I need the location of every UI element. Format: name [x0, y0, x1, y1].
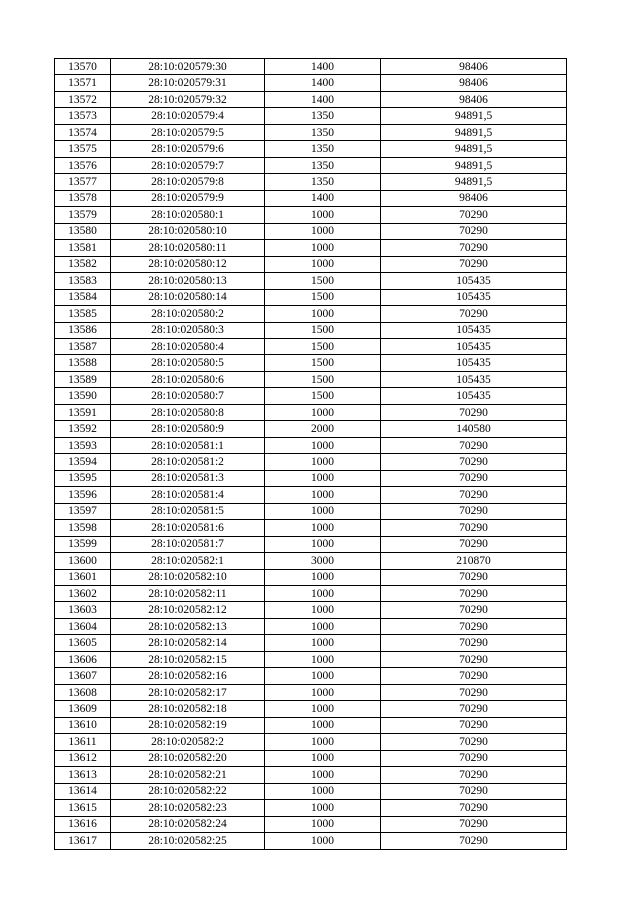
cadastral-number-cell: 28:10:020579:32 [111, 91, 265, 107]
cadastral-number-cell: 28:10:020579:6 [111, 141, 265, 157]
table-row [55, 355, 567, 371]
row-number-cell: 13579 [55, 207, 111, 223]
value-cell: 105435 [381, 289, 567, 305]
table-row [55, 190, 567, 206]
value-cell: 70290 [381, 701, 567, 717]
cadastral-number-cell: 28:10:020579:30 [111, 59, 265, 75]
value-cell: 70290 [381, 767, 567, 783]
area-cell: 1400 [265, 59, 381, 75]
row-number-cell: 13575 [55, 141, 111, 157]
area-cell: 1000 [265, 536, 381, 552]
table-row [55, 124, 567, 140]
value-cell: 94891,5 [381, 174, 567, 190]
area-cell: 1000 [265, 404, 381, 420]
value-cell: 105435 [381, 273, 567, 289]
row-number-cell: 13610 [55, 717, 111, 733]
cadastral-number-cell: 28:10:020579:7 [111, 157, 265, 173]
value-cell: 140580 [381, 421, 567, 437]
area-cell: 1500 [265, 338, 381, 354]
table-row [55, 289, 567, 305]
row-number-cell: 13587 [55, 338, 111, 354]
table-row [55, 833, 567, 849]
row-number-cell: 13615 [55, 800, 111, 816]
cadastral-number-cell: 28:10:020582:2 [111, 734, 265, 750]
area-cell: 1500 [265, 388, 381, 404]
table-row [55, 520, 567, 536]
cadastral-number-cell: 28:10:020580:11 [111, 240, 265, 256]
row-number-cell: 13607 [55, 668, 111, 684]
area-cell: 1000 [265, 602, 381, 618]
value-cell: 70290 [381, 651, 567, 667]
value-cell: 94891,5 [381, 124, 567, 140]
area-cell: 1350 [265, 174, 381, 190]
row-number-cell: 13583 [55, 273, 111, 289]
value-cell: 105435 [381, 371, 567, 387]
area-cell: 1000 [265, 586, 381, 602]
cadastral-number-cell: 28:10:020582:17 [111, 684, 265, 700]
table-row [55, 668, 567, 684]
value-cell: 70290 [381, 569, 567, 585]
value-cell: 210870 [381, 553, 567, 569]
row-number-cell: 13585 [55, 306, 111, 322]
value-cell: 70290 [381, 240, 567, 256]
cadastral-number-cell: 28:10:020580:6 [111, 371, 265, 387]
table-row [55, 256, 567, 272]
area-cell: 1000 [265, 520, 381, 536]
value-cell: 70290 [381, 520, 567, 536]
table-row [55, 223, 567, 239]
value-cell: 70290 [381, 684, 567, 700]
row-number-cell: 13616 [55, 816, 111, 832]
row-number-cell: 13598 [55, 520, 111, 536]
row-number-cell: 13617 [55, 833, 111, 849]
value-cell: 70290 [381, 717, 567, 733]
value-cell: 70290 [381, 734, 567, 750]
row-number-cell: 13613 [55, 767, 111, 783]
row-number-cell: 13577 [55, 174, 111, 190]
row-number-cell: 13604 [55, 618, 111, 634]
row-number-cell: 13573 [55, 108, 111, 124]
value-cell: 70290 [381, 800, 567, 816]
cadastral-number-cell: 28:10:020582:11 [111, 586, 265, 602]
row-number-cell: 13599 [55, 536, 111, 552]
row-number-cell: 13611 [55, 734, 111, 750]
table-row [55, 651, 567, 667]
cadastral-number-cell: 28:10:020580:13 [111, 273, 265, 289]
table-row [55, 717, 567, 733]
row-number-cell: 13596 [55, 487, 111, 503]
cadastral-number-cell: 28:10:020580:1 [111, 207, 265, 223]
area-cell: 1000 [265, 816, 381, 832]
table-row [55, 586, 567, 602]
value-cell: 70290 [381, 454, 567, 470]
value-cell: 94891,5 [381, 157, 567, 173]
value-cell: 70290 [381, 487, 567, 503]
cadastral-number-cell: 28:10:020581:3 [111, 470, 265, 486]
table-row [55, 503, 567, 519]
area-cell: 1000 [265, 635, 381, 651]
cadastral-number-cell: 28:10:020582:19 [111, 717, 265, 733]
cadastral-number-cell: 28:10:020582:14 [111, 635, 265, 651]
table-row [55, 174, 567, 190]
cadastral-number-cell: 28:10:020582:22 [111, 783, 265, 799]
table-row [55, 701, 567, 717]
cadastral-number-cell: 28:10:020580:3 [111, 322, 265, 338]
area-cell: 1500 [265, 289, 381, 305]
area-cell: 1350 [265, 124, 381, 140]
value-cell: 70290 [381, 256, 567, 272]
row-number-cell: 13602 [55, 586, 111, 602]
row-number-cell: 13608 [55, 684, 111, 700]
table-row [55, 800, 567, 816]
table-row [55, 108, 567, 124]
area-cell: 2000 [265, 421, 381, 437]
area-cell: 1350 [265, 108, 381, 124]
row-number-cell: 13614 [55, 783, 111, 799]
table-row [55, 157, 567, 173]
table-body [55, 59, 567, 850]
value-cell: 70290 [381, 470, 567, 486]
table-row [55, 783, 567, 799]
area-cell: 1000 [265, 437, 381, 453]
area-cell: 1000 [265, 701, 381, 717]
cadastral-number-cell: 28:10:020580:14 [111, 289, 265, 305]
row-number-cell: 13597 [55, 503, 111, 519]
row-number-cell: 13574 [55, 124, 111, 140]
value-cell: 98406 [381, 91, 567, 107]
area-cell: 1000 [265, 487, 381, 503]
area-cell: 1350 [265, 141, 381, 157]
value-cell: 70290 [381, 816, 567, 832]
cadastral-number-cell: 28:10:020582:18 [111, 701, 265, 717]
table-row [55, 141, 567, 157]
table-row [55, 750, 567, 766]
value-cell: 70290 [381, 536, 567, 552]
area-cell: 1000 [265, 684, 381, 700]
table-row [55, 635, 567, 651]
row-number-cell: 13603 [55, 602, 111, 618]
row-number-cell: 13590 [55, 388, 111, 404]
cadastral-number-cell: 28:10:020581:6 [111, 520, 265, 536]
cadastral-number-cell: 28:10:020582:20 [111, 750, 265, 766]
value-cell: 70290 [381, 618, 567, 634]
row-number-cell: 13580 [55, 223, 111, 239]
row-number-cell: 13571 [55, 75, 111, 91]
cadastral-number-cell: 28:10:020580:2 [111, 306, 265, 322]
cadastral-number-cell: 28:10:020582:23 [111, 800, 265, 816]
value-cell: 94891,5 [381, 141, 567, 157]
table-row [55, 91, 567, 107]
value-cell: 70290 [381, 833, 567, 849]
row-number-cell: 13591 [55, 404, 111, 420]
value-cell: 105435 [381, 322, 567, 338]
cadastral-number-cell: 28:10:020582:13 [111, 618, 265, 634]
cadastral-number-cell: 28:10:020582:16 [111, 668, 265, 684]
cadastral-number-cell: 28:10:020582:21 [111, 767, 265, 783]
area-cell: 1500 [265, 355, 381, 371]
area-cell: 1000 [265, 618, 381, 634]
row-number-cell: 13588 [55, 355, 111, 371]
cadastral-number-cell: 28:10:020579:9 [111, 190, 265, 206]
value-cell: 70290 [381, 586, 567, 602]
cadastral-number-cell: 28:10:020582:24 [111, 816, 265, 832]
area-cell: 1000 [265, 750, 381, 766]
area-cell: 1000 [265, 306, 381, 322]
cadastral-number-cell: 28:10:020580:9 [111, 421, 265, 437]
cadastral-number-cell: 28:10:020581:4 [111, 487, 265, 503]
area-cell: 1000 [265, 240, 381, 256]
area-cell: 1000 [265, 767, 381, 783]
table-row [55, 240, 567, 256]
table-row [55, 470, 567, 486]
area-cell: 1000 [265, 569, 381, 585]
row-number-cell: 13612 [55, 750, 111, 766]
table-row [55, 767, 567, 783]
area-cell: 1000 [265, 256, 381, 272]
row-number-cell: 13606 [55, 651, 111, 667]
table-row [55, 421, 567, 437]
value-cell: 105435 [381, 355, 567, 371]
table-row [55, 816, 567, 832]
table-row [55, 75, 567, 91]
row-number-cell: 13578 [55, 190, 111, 206]
table-row [55, 734, 567, 750]
row-number-cell: 13572 [55, 91, 111, 107]
cadastral-number-cell: 28:10:020582:15 [111, 651, 265, 667]
cadastral-number-cell: 28:10:020580:8 [111, 404, 265, 420]
cadastral-number-cell: 28:10:020579:8 [111, 174, 265, 190]
row-number-cell: 13601 [55, 569, 111, 585]
cadastral-number-cell: 28:10:020580:4 [111, 338, 265, 354]
area-cell: 1000 [265, 717, 381, 733]
area-cell: 1500 [265, 322, 381, 338]
cadastral-number-cell: 28:10:020579:31 [111, 75, 265, 91]
row-number-cell: 13600 [55, 553, 111, 569]
table-row [55, 454, 567, 470]
table-row [55, 371, 567, 387]
value-cell: 70290 [381, 602, 567, 618]
table-row [55, 618, 567, 634]
row-number-cell: 13594 [55, 454, 111, 470]
table-row [55, 273, 567, 289]
area-cell: 1000 [265, 207, 381, 223]
table-row [55, 59, 567, 75]
value-cell: 98406 [381, 59, 567, 75]
value-cell: 70290 [381, 404, 567, 420]
area-cell: 1000 [265, 651, 381, 667]
row-number-cell: 13592 [55, 421, 111, 437]
value-cell: 98406 [381, 75, 567, 91]
value-cell: 105435 [381, 388, 567, 404]
row-number-cell: 13584 [55, 289, 111, 305]
cadastral-number-cell: 28:10:020582:10 [111, 569, 265, 585]
area-cell: 1000 [265, 470, 381, 486]
cadastral-number-cell: 28:10:020581:5 [111, 503, 265, 519]
value-cell: 70290 [381, 207, 567, 223]
row-number-cell: 13593 [55, 437, 111, 453]
table-row [55, 684, 567, 700]
table-row [55, 602, 567, 618]
area-cell: 1000 [265, 833, 381, 849]
table-row [55, 306, 567, 322]
table-row [55, 437, 567, 453]
row-number-cell: 13576 [55, 157, 111, 173]
value-cell: 70290 [381, 306, 567, 322]
row-number-cell: 13589 [55, 371, 111, 387]
value-cell: 70290 [381, 223, 567, 239]
cadastral-number-cell: 28:10:020582:1 [111, 553, 265, 569]
area-cell: 1350 [265, 157, 381, 173]
value-cell: 105435 [381, 338, 567, 354]
area-cell: 1000 [265, 454, 381, 470]
row-number-cell: 13581 [55, 240, 111, 256]
table-row [55, 569, 567, 585]
value-cell: 98406 [381, 190, 567, 206]
area-cell: 1000 [265, 800, 381, 816]
row-number-cell: 13605 [55, 635, 111, 651]
cadastral-number-cell: 28:10:020581:7 [111, 536, 265, 552]
row-number-cell: 13582 [55, 256, 111, 272]
value-cell: 70290 [381, 750, 567, 766]
area-cell: 1000 [265, 783, 381, 799]
cadastral-number-cell: 28:10:020579:4 [111, 108, 265, 124]
area-cell: 1500 [265, 273, 381, 289]
value-cell: 70290 [381, 437, 567, 453]
cadastral-number-cell: 28:10:020582:12 [111, 602, 265, 618]
area-cell: 1000 [265, 503, 381, 519]
cadastral-number-cell: 28:10:020579:5 [111, 124, 265, 140]
cadastral-number-cell: 28:10:020582:25 [111, 833, 265, 849]
cadastral-number-cell: 28:10:020580:7 [111, 388, 265, 404]
row-number-cell: 13570 [55, 59, 111, 75]
data-table [54, 58, 567, 850]
row-number-cell: 13586 [55, 322, 111, 338]
area-cell: 1000 [265, 668, 381, 684]
row-number-cell: 13595 [55, 470, 111, 486]
value-cell: 70290 [381, 503, 567, 519]
area-cell: 1400 [265, 190, 381, 206]
area-cell: 1400 [265, 91, 381, 107]
table-row [55, 553, 567, 569]
table-row [55, 338, 567, 354]
value-cell: 70290 [381, 668, 567, 684]
table-row [55, 536, 567, 552]
area-cell: 3000 [265, 553, 381, 569]
cadastral-number-cell: 28:10:020580:12 [111, 256, 265, 272]
cadastral-number-cell: 28:10:020581:1 [111, 437, 265, 453]
cadastral-number-cell: 28:10:020580:5 [111, 355, 265, 371]
table-row [55, 322, 567, 338]
table-row [55, 207, 567, 223]
area-cell: 1000 [265, 734, 381, 750]
table-row [55, 404, 567, 420]
value-cell: 94891,5 [381, 108, 567, 124]
table-row [55, 388, 567, 404]
table-row [55, 487, 567, 503]
area-cell: 1400 [265, 75, 381, 91]
area-cell: 1500 [265, 371, 381, 387]
value-cell: 70290 [381, 635, 567, 651]
area-cell: 1000 [265, 223, 381, 239]
cadastral-number-cell: 28:10:020580:10 [111, 223, 265, 239]
row-number-cell: 13609 [55, 701, 111, 717]
cadastral-number-cell: 28:10:020581:2 [111, 454, 265, 470]
value-cell: 70290 [381, 783, 567, 799]
